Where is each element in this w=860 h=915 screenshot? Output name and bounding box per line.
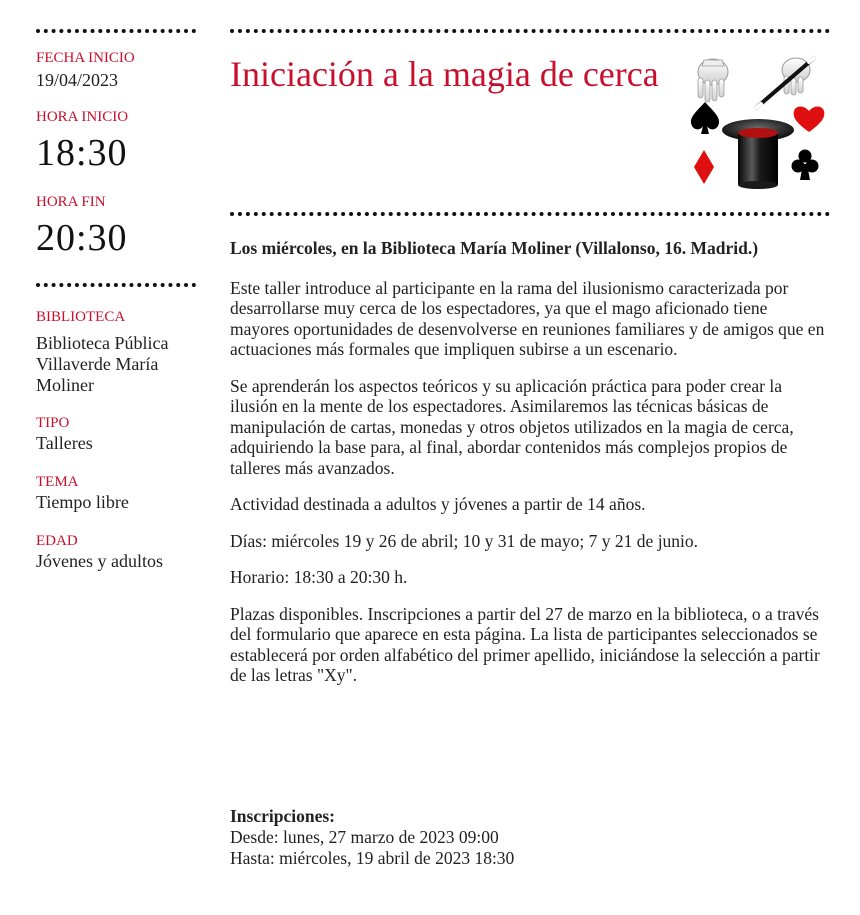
- fecha-inicio-label: FECHA INICIO: [36, 50, 135, 66]
- event-title: Iniciación a la magia de cerca: [230, 54, 659, 94]
- left-glove-icon: [698, 59, 728, 102]
- heart-icon: [794, 107, 825, 133]
- main-divider-top: [230, 29, 830, 33]
- inscripciones-desde: Desde: lunes, 27 marzo de 2023 09:00: [230, 827, 499, 847]
- right-glove-icon: [756, 58, 814, 108]
- top-hat-icon: [722, 119, 794, 189]
- tema-label: TEMA: [36, 474, 79, 490]
- description-paragraph: Este taller introduce al participante en la rama del ilusionismo caracterizada por desarrollarse muy cerca de los espectadores, ya que el mago aficionado tiene mayores oportunidades de desenvolverse en reuniones familiares y de amigos que en actuaciones más formales que impliquen subirse a un escenario.: [230, 277, 825, 359]
- fecha-inicio-value: 19/04/2023: [36, 70, 119, 90]
- edad-value: Jóvenes y adultos: [36, 551, 163, 571]
- event-lead: Los miércoles, en la Biblioteca María Moliner (Villalonso, 16. Madrid.): [230, 238, 759, 258]
- description-paragraph: Días: miércoles 19 y 26 de abril; 10 y 31 de mayo; 7 y 21 de junio.: [230, 530, 699, 551]
- hora-inicio-label: HORA INICIO: [36, 109, 129, 125]
- tipo-value: Talleres: [36, 433, 93, 453]
- description-paragraph: Actividad destinada a adultos y jóvenes a partir de 14 años.: [230, 494, 646, 514]
- biblioteca-label: BIBLIOTECA: [36, 309, 126, 325]
- spade-icon: [691, 102, 719, 134]
- magic-hat-icon: [688, 52, 828, 194]
- tipo-label: TIPO: [36, 415, 70, 431]
- inscripciones-hasta: Hasta: miércoles, 19 abril de 2023 18:30: [230, 848, 515, 868]
- club-icon: [792, 150, 819, 181]
- main-divider-mid: [230, 212, 830, 216]
- hora-inicio-value: 18:30: [36, 132, 128, 174]
- hora-fin-value: 20:30: [36, 217, 128, 259]
- biblioteca-value: Biblioteca Pública Villaverde María Moliner: [36, 333, 169, 395]
- diamond-icon: [694, 150, 714, 184]
- description-paragraph: Horario: 18:30 a 20:30 h.: [230, 567, 408, 587]
- description-paragraph: Se aprenderán los aspectos teóricos y su aplicación práctica para poder crear la ilusión en la mente de los espectadores. Asimilaremos las técnicas básicas de manipulación de cartas, monedas y otros objetos utilizados en la magia de cerca, adquiriendo la base para, al final, abordar contenidos más complejos propios de talleres más avanzados.: [230, 375, 794, 478]
- sidebar-divider-mid: [36, 283, 196, 287]
- sidebar-divider-top: [36, 29, 196, 33]
- hora-fin-label: HORA FIN: [36, 194, 106, 210]
- event-description: [230, 238, 830, 702]
- edad-label: EDAD: [36, 533, 78, 549]
- inscripciones-title: Inscripciones:: [230, 806, 335, 826]
- description-paragraph: Plazas disponibles. Inscripciones a partir del 27 de marzo en la biblioteca, o a través del formulario que aparece en esta página. La lista de participantes seleccionados se establecerá por orden alfabético del primer apellido, iniciándose la selección a partir de las letras "Xy".: [230, 603, 820, 685]
- inscripciones-section: [230, 806, 830, 869]
- tema-value: Tiempo libre: [36, 492, 129, 512]
- magic-hat-cards-illustration: [688, 52, 828, 194]
